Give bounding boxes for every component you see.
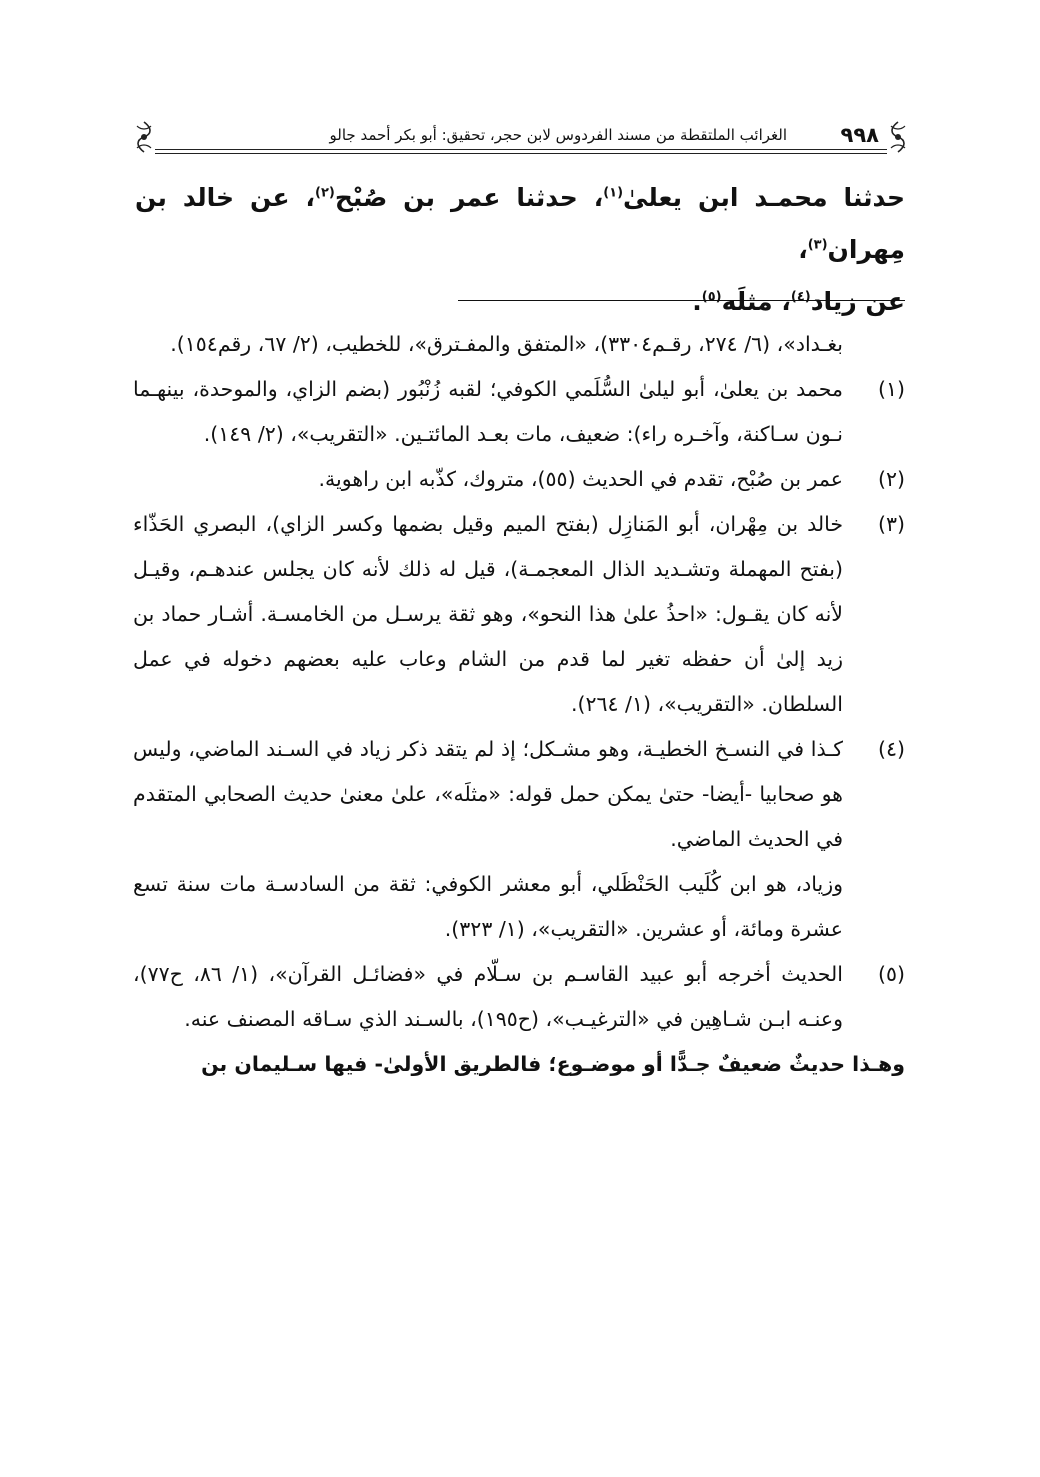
ornament-right-icon bbox=[887, 120, 909, 154]
page-number: ٩٩٨ bbox=[840, 123, 879, 147]
text-segment: . bbox=[692, 287, 702, 316]
header-rule-bottom bbox=[155, 153, 887, 154]
text-segment: حدثنا محمـد ابن يعلىٰ bbox=[623, 183, 905, 212]
text-segment: ، bbox=[798, 235, 808, 264]
footnote-ref-4[interactable]: (٤) bbox=[790, 289, 811, 305]
footnote-number: (٢) bbox=[877, 467, 905, 491]
main-line-1 bbox=[135, 172, 905, 276]
footnote-text: الحديث أخرجه أبو عبيد القاسـم بن سـلّام في «فضائـل القرآن»، (١/ ٨٦، ح٧٧)، وعنـه ابـن شـاهِين في «الترغيـب»، (ح١٩٥)، بالسـند الذي سـاقه المصنف عنه. bbox=[133, 962, 843, 1031]
text-segment: ، حدثنا عمر بن صُبْح bbox=[334, 183, 604, 212]
main-hadith-text bbox=[135, 172, 905, 328]
text-segment: ، عن خالد بن مِهران bbox=[135, 183, 905, 264]
text-segment: عن زياد bbox=[810, 287, 905, 316]
footnote-3 bbox=[133, 502, 905, 727]
footnote-ref-2[interactable]: (٢) bbox=[315, 185, 335, 201]
footnote-final-line: وهـذا حديثٌ ضعيفٌ جـدًّا أو موضـوع؛ فالطريق الأولىٰ- فيها سـليمان بن bbox=[201, 1052, 905, 1076]
footnote-continuation: بغـداد»، (٦/ ٢٧٤، رقـم٣٣٠٤)، «المتفق والمفـترق»، للخطيب، (٢/ ٦٧، رقم١٥٤). bbox=[170, 332, 843, 356]
footnote-4 bbox=[133, 727, 905, 952]
footnote-text-continued: وزياد، هو ابن كُلَيب الحَنْظَلي، أبو معشر الكوفي: ثقة من السادسـة مات سنة تسع عشرة ومائة، أو عشرين. «التقريب»، (١/ ٣٢٣). bbox=[133, 872, 843, 941]
page-header bbox=[133, 118, 909, 158]
footnote-number: (٤) bbox=[877, 737, 905, 761]
footnote-text: عمر بن صُبْح، تقدم في الحديث (٥٥)، متروك، كذّبه ابن راهوية. bbox=[318, 467, 843, 491]
footnote-ref-3[interactable]: (٣) bbox=[807, 237, 828, 253]
ornament-left-icon bbox=[133, 120, 155, 154]
footnote-text: خالد بن مِهْران، أبو المَنازِل (بفتح الميم وقيل بضمها وكسر الزاي)، البصري الحَذّاء (بفتح المهملة وتشـديد الذال المعجمـة)، قيل له ذلك لأنه كان يجلس عندهـم، وقيـل لأنه كان يقـول: «احذُ علىٰ هذا النحو»، وهو ثقة يرسـل من الخامسـة. أشـار حماد بن زيد إلىٰ أن حفظه تغير لما قدم من الشام وعاب عليه بعضهم دخوله في عمل السلطان. «التقريب»، (١/ ٢٦٤). bbox=[133, 512, 843, 716]
footnote-number: (٥) bbox=[877, 962, 905, 986]
footnotes bbox=[133, 322, 905, 1087]
footnote-number: (١) bbox=[877, 377, 905, 401]
footnote-text: كـذا في النسـخ الخطيـة، وهو مشـكل؛ إذ لم يتقد ذكر زياد في السـند الماضي، وليس هو صحابيا -أيضا- حتىٰ يمكن حمل قوله: «مثلَه»، علىٰ معنىٰ حديث الصحابي المتقدم في الحديث الماضي. bbox=[133, 737, 843, 851]
footnote-5 bbox=[133, 952, 905, 1042]
main-line-2 bbox=[135, 276, 905, 328]
header-rule-top bbox=[155, 149, 887, 150]
footnote-1 bbox=[133, 367, 905, 457]
text-segment: ، مثلَه bbox=[721, 287, 791, 316]
footnote-ref-5[interactable]: (٥) bbox=[701, 289, 722, 305]
footnote-text: محمد بن يعلىٰ، أبو ليلىٰ السُّلَمي الكوفي؛ لقبه زُنْبُور (بضم الزاي، والموحدة، بينهـما نـون سـاكنة، وآخـره راء): ضعيف، مات بعـد المائتـين. «التقريب»، (٢/ ١٤٩). bbox=[133, 377, 843, 446]
footnote-ref-1[interactable]: (١) bbox=[603, 185, 624, 201]
footnote-2 bbox=[133, 457, 905, 502]
running-title: الغرائب الملتقطة من مسند الفردوس لابن حجر، تحقيق: أبو بكر أحمد جالو bbox=[329, 126, 787, 144]
footnote-separator bbox=[458, 300, 905, 301]
footnote-number: (٣) bbox=[877, 512, 905, 536]
